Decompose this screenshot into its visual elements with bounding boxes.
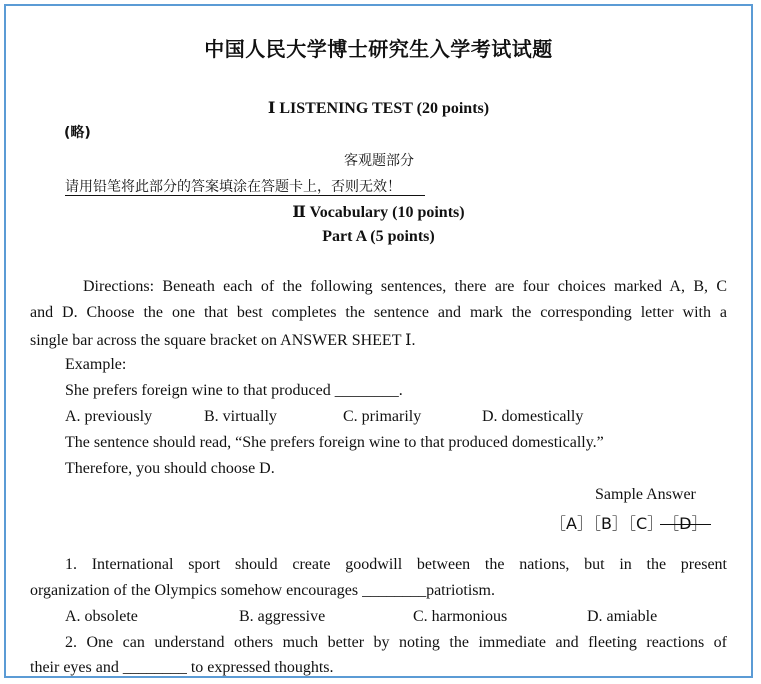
exam-page [4,4,753,678]
question-1-choice-d: D. amiable [587,608,658,625]
directions-line-3: single bar across the square bracket on ANSWER SHEET Ⅰ. [30,332,416,349]
example-should-read: The sentence should read, “She prefers foreign wine to that produced domestically.” [65,434,604,451]
question-1-line-1: 1. International sport should create goodwill between the nations, but in the present [65,556,727,573]
example-choice-c: C. primarily [343,408,422,425]
bracket-d-marked: ［D］ [663,511,707,534]
question-2-line-1: 2. One can understand others much better by noting the immediate and fleeting reactions of [65,634,727,651]
section-1-heading: Ⅰ LISTENING TEST (20 points) [267,100,490,117]
directions-line-1: Directions: Beneath each of the following sentences, there are four choices marked A, B, C [83,278,727,295]
example-choice-d: D. domestically [482,408,584,425]
sample-answer-label: Sample Answer [595,486,696,503]
example-sentence: She prefers foreign wine to that produced ________. [65,382,403,399]
objective-label: 客观题部分 [344,153,414,169]
sample-answer-brackets [550,511,707,534]
example-choice-a: A. previously [65,408,153,425]
question-1-choice-a: A. obsolete [65,608,138,625]
bracket-c: ［C］ [627,514,664,533]
bracket-b: ［B］ [592,514,628,533]
part-a-heading: Part A (5 points) [322,228,435,245]
question-1-choice-b: B. aggressive [239,608,326,625]
directions-line-2: and D. Choose the one that best completes the sentence and mark the corresponding letter with a [30,304,727,321]
objective-instruction [65,176,449,196]
section-2-heading: Ⅱ Vocabulary (10 points) [292,204,465,221]
question-1-choice-c: C. harmonious [413,608,508,625]
section-1-omitted: (略) [64,125,91,141]
question-1-line-2: organization of the Olympics somehow encourages ________patriotism. [30,582,495,599]
example-label: Example: [65,356,127,373]
question-2-line-2: their eyes and ________ to expressed thoughts. [30,659,334,676]
example-therefore: Therefore, you should choose D. [65,460,275,477]
page-title: 中国人民大学博士研究生入学考试试题 [204,37,553,61]
objective-instruction-text: 请用铅笔将此部分的答案填涂在答题卡上，否则无效！ [65,179,425,196]
example-choice-b: B. virtually [204,408,277,425]
bracket-a: ［A］ [550,514,593,533]
